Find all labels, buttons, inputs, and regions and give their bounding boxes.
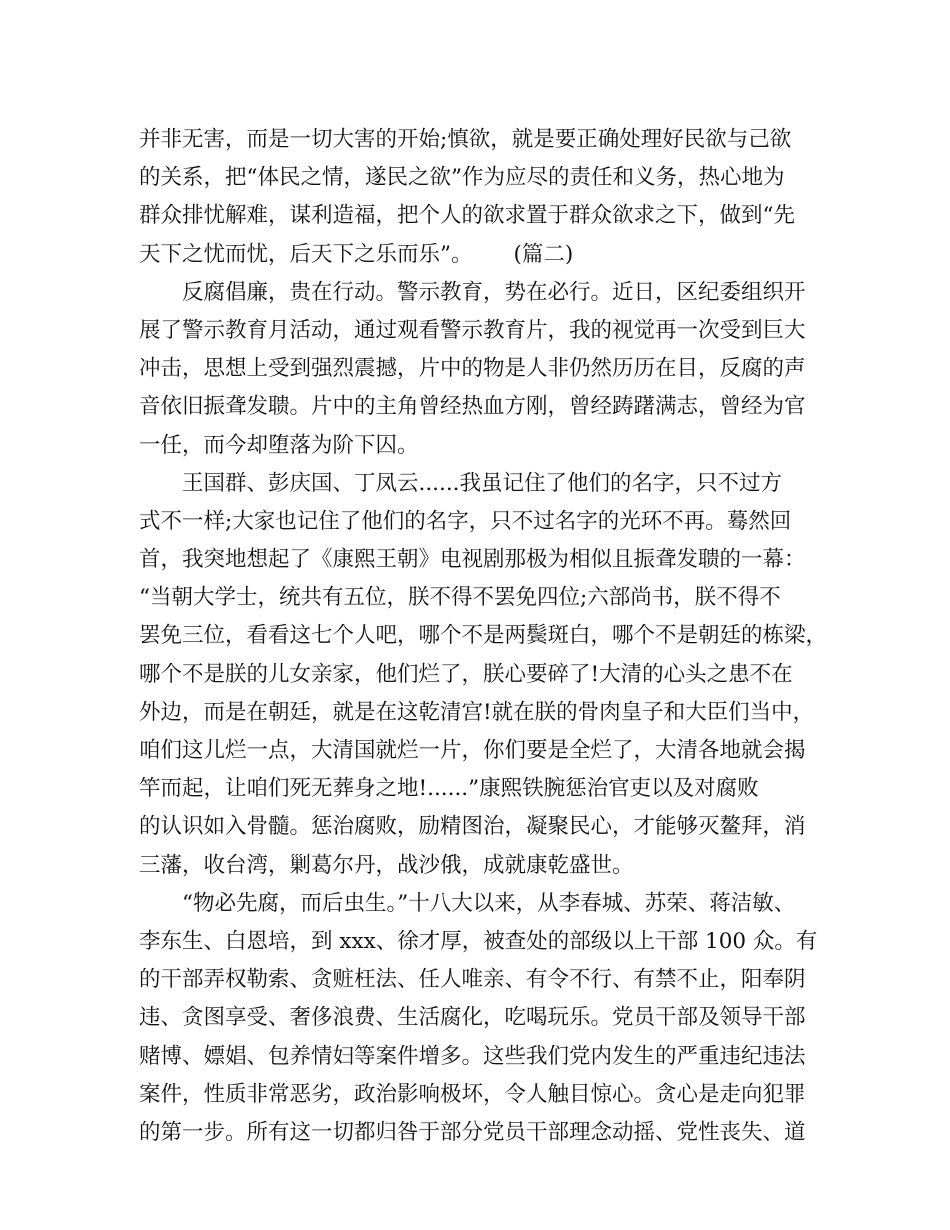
text-line: 群众排忧解难，谋利造福，把个人的欲求置于群众欲求之下，做到“先	[139, 203, 795, 229]
text-line: 哪个不是朕的儿女亲家，他们烂了，朕心要碎了!大清的心头之患不在	[139, 661, 793, 687]
text-line: “当朝大学士，统共有五位，朕不得不罢免四位;六部尚书，朕不得不	[139, 585, 781, 611]
text-line: 音依旧振聋发聩。片中的主角曾经热血方刚，曾经踌躇满志，曾经为官	[139, 394, 806, 420]
text-line: 首，我突地想起了《康熙王朝》电视剧那极为相似且振聋发聩的一幕：	[139, 547, 806, 573]
text-line: 外边，而是在朝廷，就是在这乾清宫!就在朕的骨肉皇子和大臣们当中，	[139, 699, 815, 725]
text-line: 案件，性质非常恶劣，政治影响极坏，令人触目惊心。贪心是走向犯罪	[139, 1081, 806, 1107]
text-line: 反腐倡廉，贵在行动。警示教育，势在必行。近日，区纪委组织开	[182, 279, 806, 305]
text-line: 展了警示教育月活动，通过观看警示教育片，我的视觉再一次受到巨大	[139, 317, 806, 343]
text-line: 王国群、彭庆国、丁凤云......我虽记住了他们的名字，只不过方	[182, 470, 783, 496]
text-line: 天下之忧而忧，后天下之乐而乐”。 (篇二)	[139, 241, 574, 267]
text-line: 罢免三位，看看这七个人吧，哪个不是两鬓斑白，哪个不是朝廷的栋梁，	[139, 623, 828, 649]
text-line: 的关系，把“体民之情，遂民之欲”作为应尽的责任和义务，热心地为	[139, 165, 785, 191]
text-line: 并非无害，而是一切大害的开始;慎欲，就是要正确处理好民欲与己欲	[139, 127, 792, 152]
document-body	[139, 121, 829, 1152]
text-line: 竿而起，让咱们死无葬身之地!......”康熙铁腕惩治官吏以及对腐败	[139, 776, 759, 802]
text-line: 的认识如入骨髓。惩治腐败，励精图治，凝聚民心，才能够灭鳌拜，消	[139, 814, 806, 840]
text-line: 一任，而今却堕落为阶下囚。	[139, 432, 419, 458]
text-line: 式不一样;大家也记住了他们的名字，只不过名字的光环不再。蓦然回	[139, 508, 792, 534]
text-line: 的第一步。所有这一切都归咎于部分党员干部理念动摇、党性丧失、道	[139, 1119, 806, 1145]
text-line: 三藩，收台湾，剿葛尔丹，战沙俄，成就康乾盛世。	[139, 852, 634, 878]
text-line: 李东生、白恩培，到 xxx、徐才厚，被查处的部级以上干部 100 众。有	[139, 928, 818, 954]
text-line: 赌博、嫖娼、包养情妇等案件增多。这些我们党内发生的严重违纪违法	[139, 1043, 806, 1069]
text-line: 违、贪图享受、奢侈浪费、生活腐化，吃喝玩乐。党员干部及领导干部	[139, 1005, 806, 1031]
text-line: “物必先腐，而后虫生。”十八大以来，从李春城、苏荣、蒋洁敏、	[182, 890, 796, 916]
text-line: 咱们这儿烂一点，大清国就烂一片，你们要是全烂了，大清各地就会揭	[139, 738, 806, 763]
text-line: 的干部弄权勒索、贪赃枉法、任人唯亲、有令不行、有禁不止，阳奉阴	[139, 967, 806, 993]
text-line: 冲击，思想上受到强烈震撼，片中的物是人非仍然历历在目，反腐的声	[139, 356, 806, 382]
